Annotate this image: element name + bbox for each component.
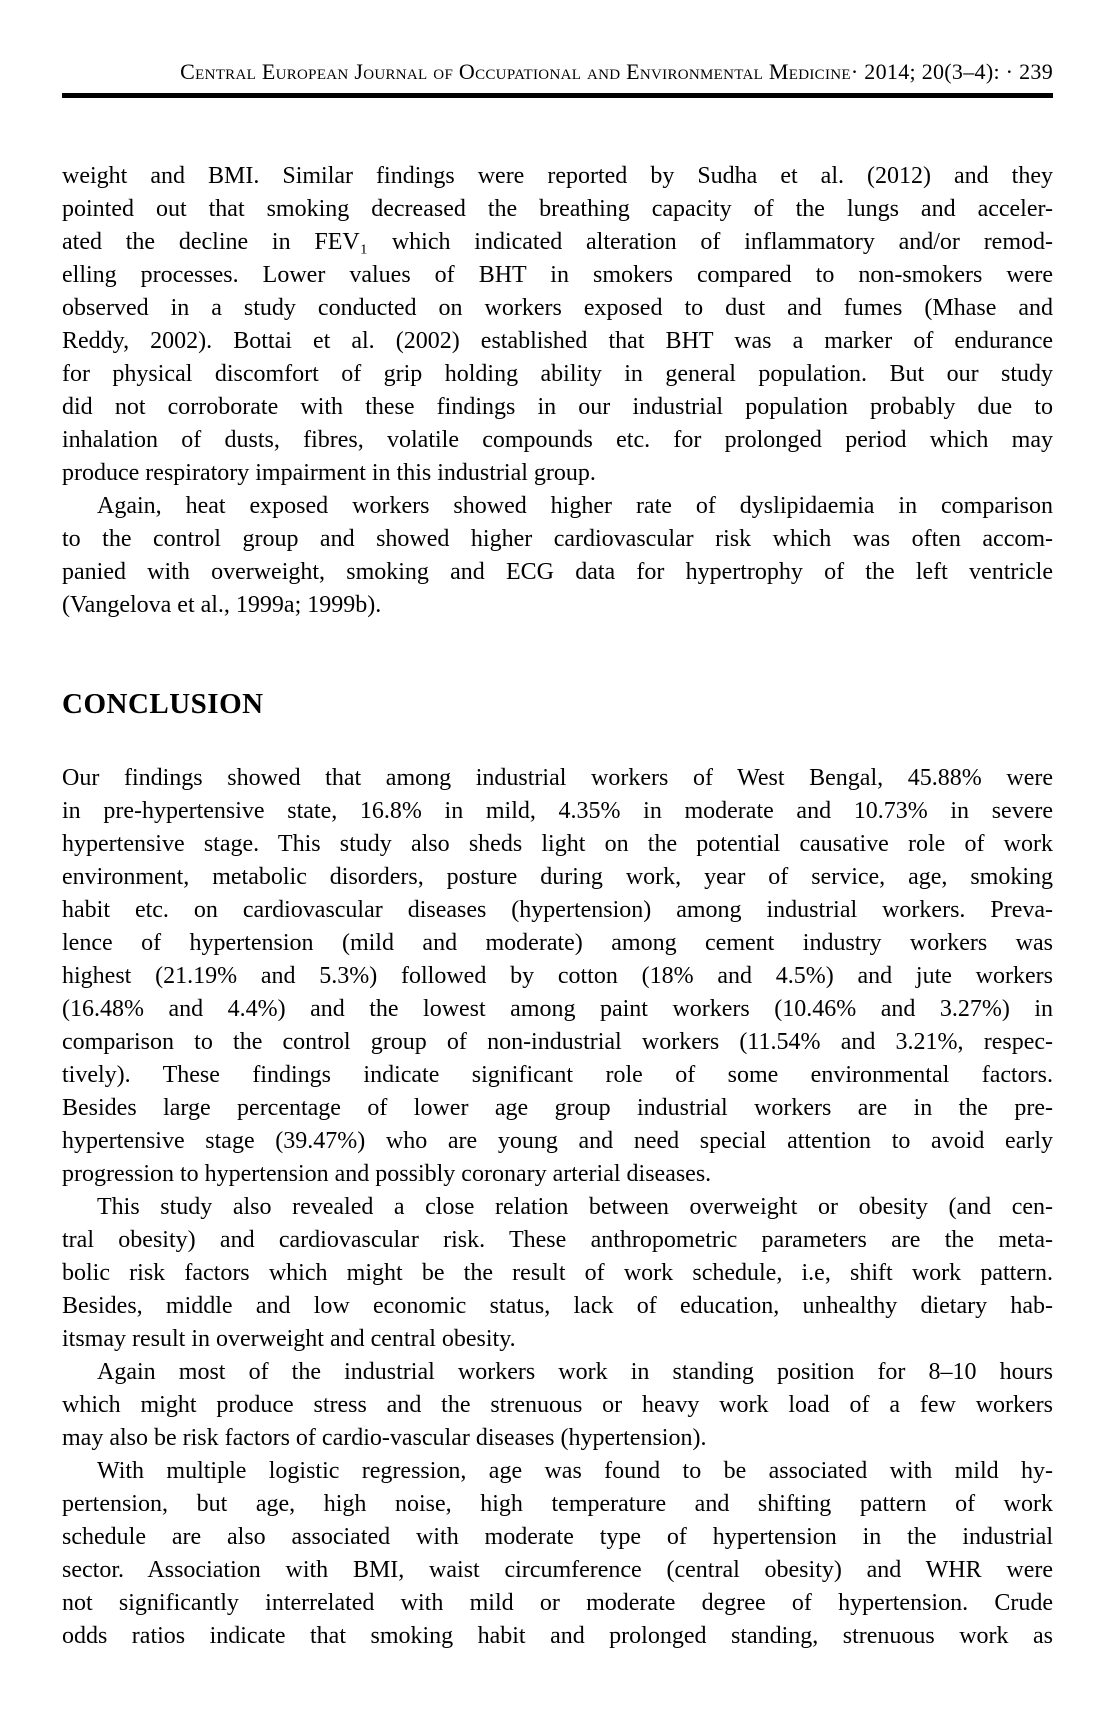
text-line: bolic risk factors which might be the result of work schedule, i.e, shift work pattern. <box>62 1260 1053 1286</box>
body-content <box>62 160 1053 1653</box>
text-line: Again, heat exposed workers showed higher rate of dyslipidaemia in comparison <box>97 493 1053 519</box>
text-line: Besides large percentage of lower age group industrial workers are in the pre- <box>62 1095 1053 1121</box>
text-line: elling processes. Lower values of BHT in smokers compared to non-smokers were <box>62 262 1053 288</box>
paragraph <box>62 1356 1053 1455</box>
text-line: pertension, but age, high noise, high temperature and shifting pattern of work <box>62 1491 1053 1517</box>
text-line: This study also revealed a close relation between overweight or obesity (and cen- <box>97 1194 1053 1220</box>
text-line: ated the decline in FEV₁ which indicated alteration of inflammatory and/or remod- <box>62 229 1053 255</box>
text-line: observed in a study conducted on workers exposed to dust and fumes (Mhase and <box>62 295 1053 321</box>
text-line: sector. Association with BMI, waist circumference (central obesity) and WHR were <box>62 1557 1053 1583</box>
text-line: not significantly interrelated with mild or moderate degree of hypertension. Crude <box>62 1590 1053 1616</box>
text-line: may also be risk factors of cardio-vascular diseases (hypertension). <box>62 1425 707 1451</box>
text-line: comparison to the control group of non-industrial workers (11.54% and 3.21%, respec- <box>62 1029 1053 1055</box>
paragraph <box>62 1191 1053 1356</box>
header-rule-divider <box>62 93 1053 98</box>
text-line: produce respiratory impairment in this industrial group. <box>62 460 596 486</box>
text-line: Our findings showed that among industrial workers of West Bengal, 45.88% were <box>62 765 1053 791</box>
text-line: inhalation of dusts, fibres, volatile compounds etc. for prolonged period which may <box>62 427 1053 453</box>
running-header: Central European Journal of Occupational and Environmental Medicine· 2014; 20(3–4): · 239 <box>180 59 1053 84</box>
text-line: pointed out that smoking decreased the breathing capacity of the lungs and acceler- <box>62 196 1053 222</box>
text-line: progression to hypertension and possibly coronary arterial diseases. <box>62 1161 712 1187</box>
text-line: itsmay result in overweight and central obesity. <box>62 1326 516 1352</box>
paragraph <box>62 490 1053 622</box>
paragraph <box>62 1455 1053 1653</box>
text-line: tral obesity) and cardiovascular risk. These anthropometric parameters are the meta- <box>62 1227 1053 1253</box>
text-line: (16.48% and 4.4%) and the lowest among paint workers (10.46% and 3.27%) in <box>62 996 1053 1022</box>
text-line: environment, metabolic disorders, posture during work, year of service, age, smoking <box>62 864 1053 890</box>
text-line: panied with overweight, smoking and ECG data for hypertrophy of the left ventricle <box>62 559 1053 585</box>
text-line: schedule are also associated with moderate type of hypertension in the industrial <box>62 1524 1053 1550</box>
text-line: habit etc. on cardiovascular diseases (hypertension) among industrial workers. Preva- <box>62 897 1053 923</box>
paragraph <box>62 160 1053 490</box>
paragraph <box>62 762 1053 1191</box>
text-line: Besides, middle and low economic status, lack of education, unhealthy dietary hab- <box>62 1293 1053 1319</box>
text-line: in pre-hypertensive state, 16.8% in mild, 4.35% in moderate and 10.73% in severe <box>62 798 1053 824</box>
text-line: Reddy, 2002). Bottai et al. (2002) established that BHT was a marker of endurance <box>62 328 1053 354</box>
text-line: weight and BMI. Similar findings were reported by Sudha et al. (2012) and they <box>62 163 1053 189</box>
text-line: Again most of the industrial workers work in standing position for 8–10 hours <box>97 1359 1053 1385</box>
text-line: hypertensive stage. This study also sheds light on the potential causative role of work <box>62 831 1053 857</box>
text-line: for physical discomfort of grip holding ability in general population. But our study <box>62 361 1053 387</box>
text-line: lence of hypertension (mild and moderate) among cement industry workers was <box>62 930 1053 956</box>
text-line: did not corroborate with these findings in our industrial population probably due to <box>62 394 1053 420</box>
text-line: tively). These findings indicate significant role of some environmental factors. <box>62 1062 1053 1088</box>
text-line: which might produce stress and the strenuous or heavy work load of a few workers <box>62 1392 1053 1418</box>
text-line: odds ratios indicate that smoking habit and prolonged standing, strenuous work as <box>62 1623 1053 1649</box>
text-line: to the control group and showed higher cardiovascular risk which was often accom- <box>62 526 1053 552</box>
section-heading: CONCLUSION <box>62 688 264 720</box>
text-line: With multiple logistic regression, age was found to be associated with mild hy- <box>97 1458 1053 1484</box>
text-line: hypertensive stage (39.47%) who are young and need special attention to avoid early <box>62 1128 1053 1154</box>
text-line: highest (21.19% and 5.3%) followed by cotton (18% and 4.5%) and jute workers <box>62 963 1053 989</box>
text-line: (Vangelova et al., 1999a; 1999b). <box>62 592 382 618</box>
